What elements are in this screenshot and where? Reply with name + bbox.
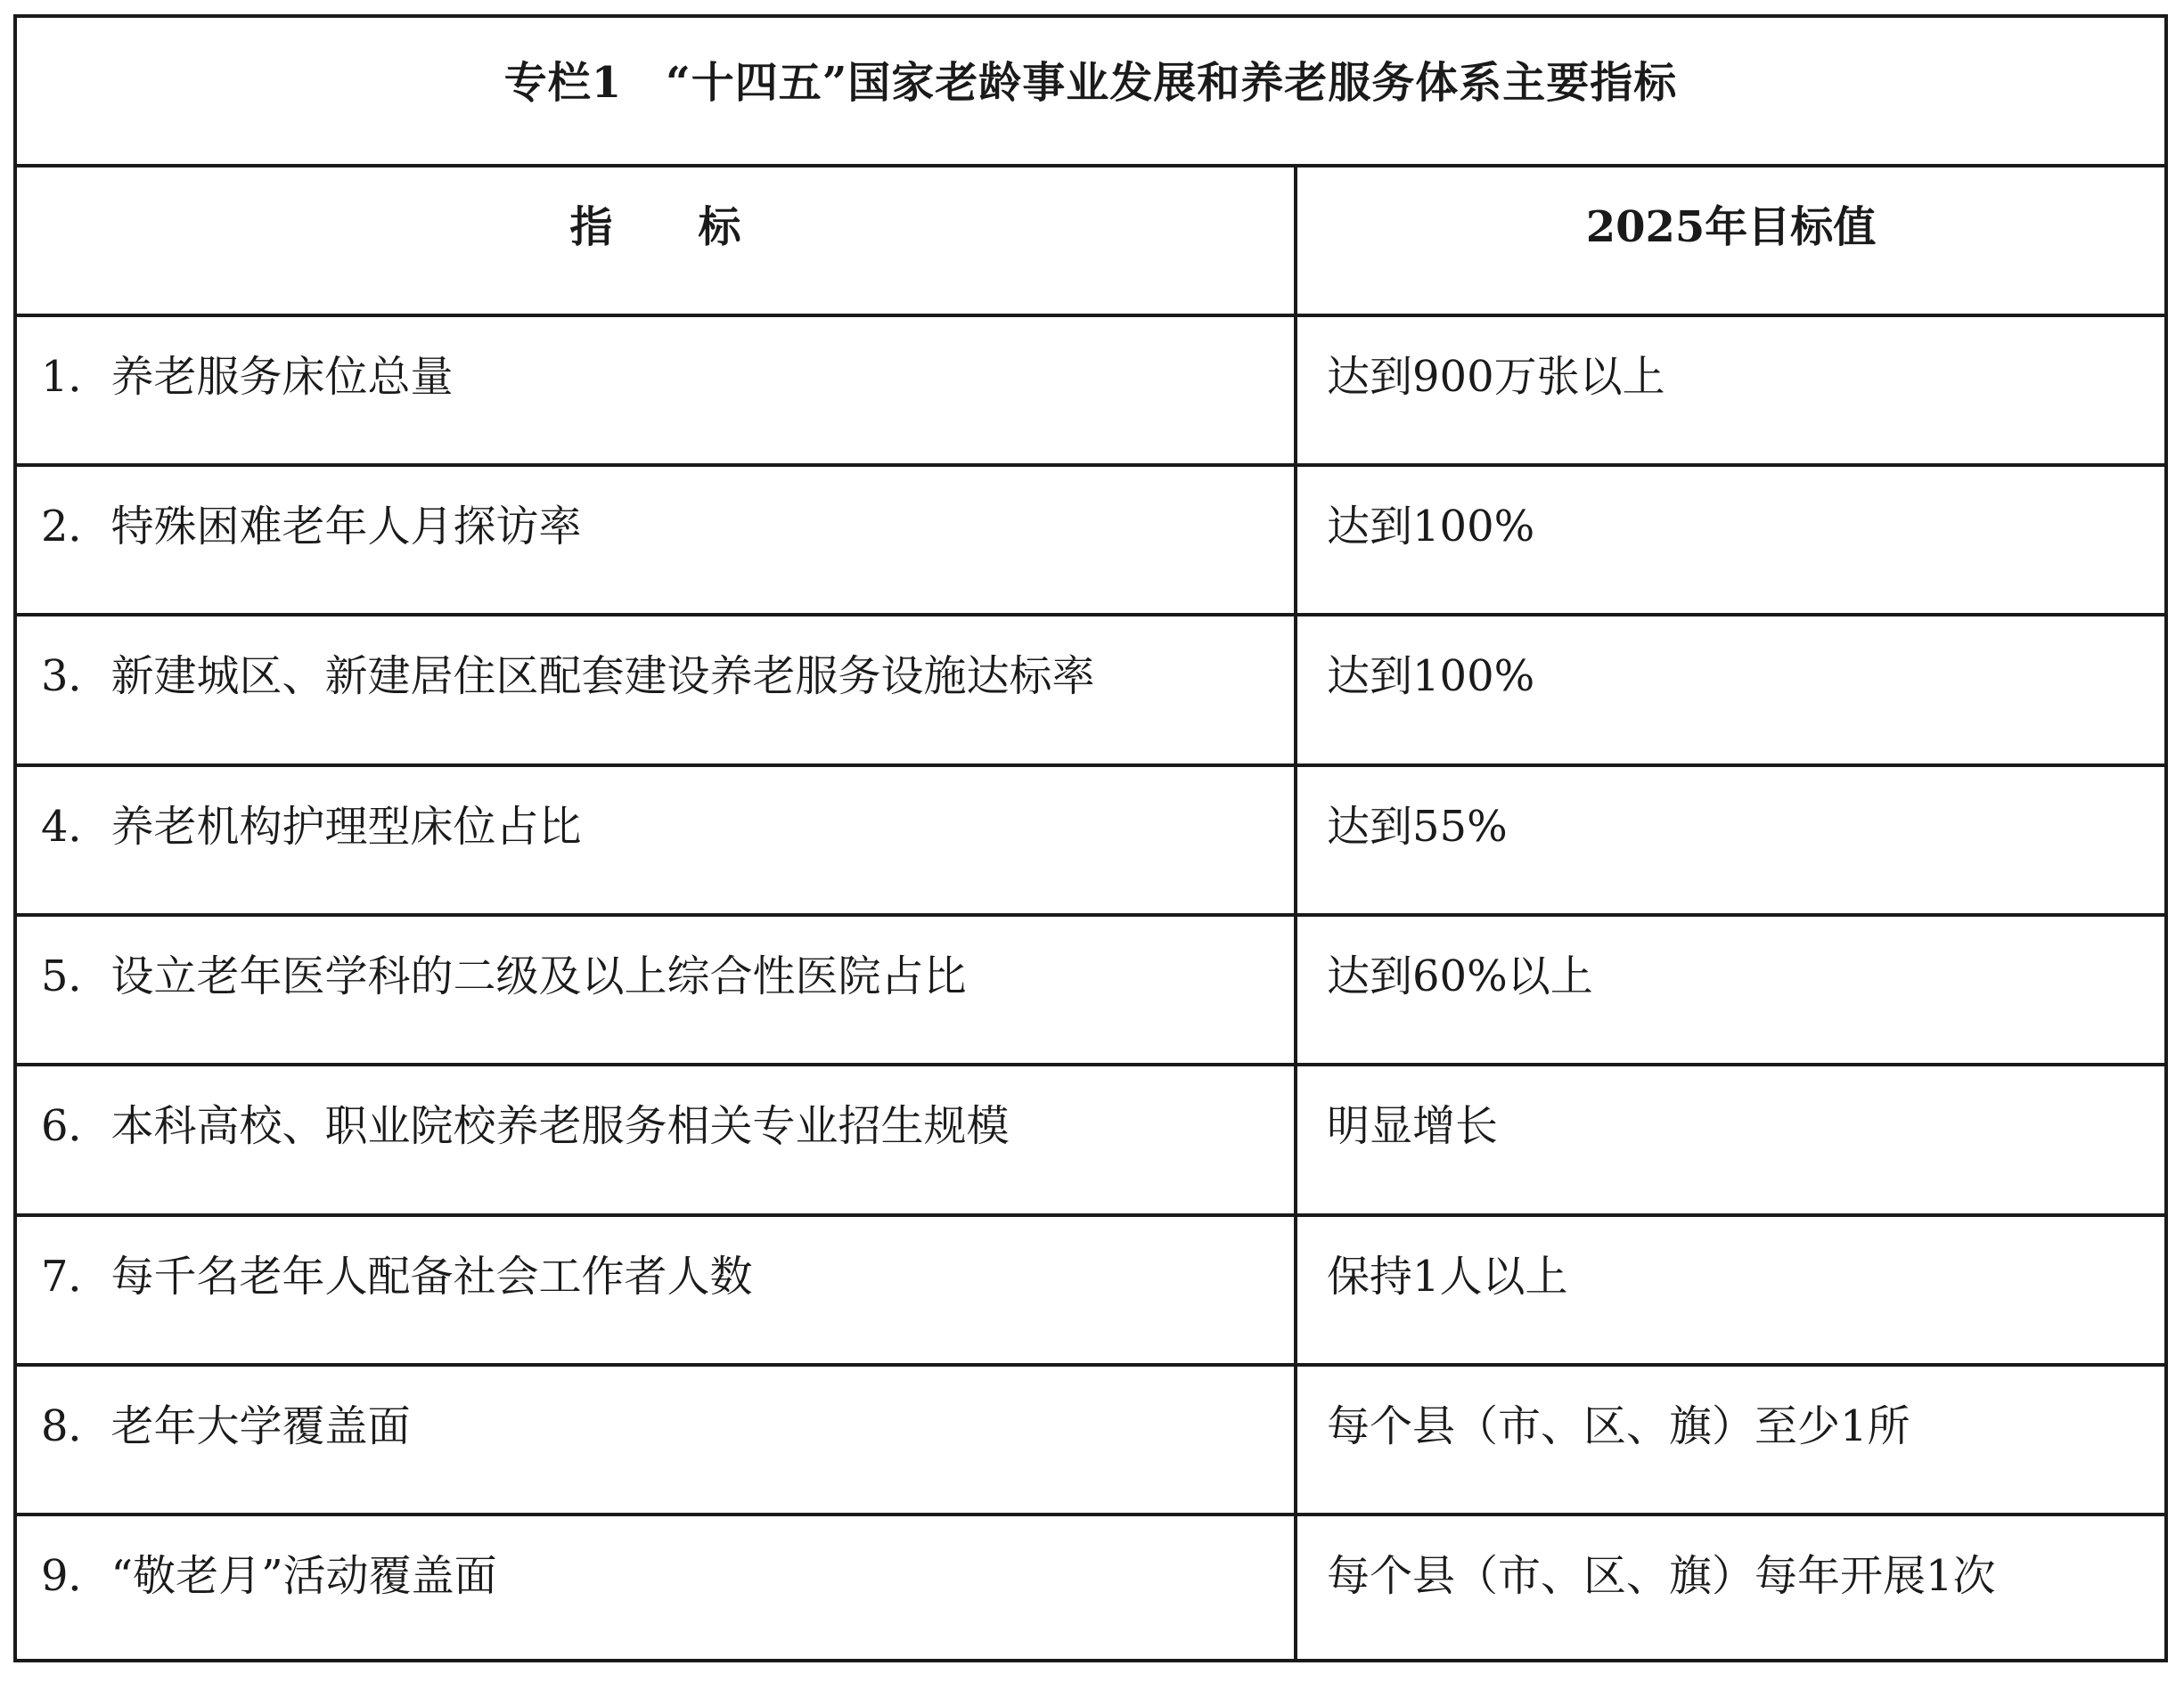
table-row [17, 917, 2164, 1066]
indicator-text: 5．设立老年医学科的二级及以上综合性医院占比 [41, 951, 967, 1001]
target-text: 达到55% [1327, 802, 1508, 852]
indicator-cell [17, 1217, 1297, 1363]
target-cell [1297, 917, 2164, 1063]
indicator-text: 4．养老机构护理型床位占比 [41, 802, 582, 852]
table-title: 专栏1 “十四五”国家老龄事业发展和养老服务体系主要指标 [503, 58, 1678, 108]
target-text: 每个县（市、区、旗）每年开展1次 [1327, 1551, 1996, 1601]
table-row [17, 1217, 2164, 1367]
indicator-text: 7．每千名老年人配备社会工作者人数 [41, 1252, 753, 1302]
indicator-text: 8．老年大学覆盖面 [41, 1401, 411, 1451]
indicator-cell [17, 616, 1297, 763]
target-text: 达到900万张以上 [1327, 352, 1665, 402]
target-text: 每个县（市、区、旗）至少1所 [1327, 1401, 1910, 1451]
target-text: 明显增长 [1327, 1101, 1499, 1151]
table-row [17, 1367, 2164, 1516]
indicator-text: 2．特殊困难老年人月探访率 [41, 502, 582, 551]
target-cell [1297, 1367, 2164, 1513]
header-cell-target [1297, 167, 2164, 314]
indicator-text: 9．“敬老月”活动覆盖面 [41, 1551, 497, 1601]
indicator-cell [17, 1516, 1297, 1659]
indicator-text: 1．养老服务床位总量 [41, 352, 454, 402]
header-cell-indicator [17, 167, 1297, 314]
table-title-row [17, 18, 2164, 167]
target-text: 达到100% [1327, 651, 1535, 701]
header-target-label: 2025年目标值 [1585, 202, 1877, 252]
indicator-text: 3．新建城区、新建居住区配套建设养老服务设施达标率 [41, 651, 1095, 701]
table-row [17, 1066, 2164, 1217]
indicator-cell [17, 917, 1297, 1063]
header-indicator-label: 指 标 [569, 202, 741, 252]
table-header-row [17, 167, 2164, 317]
table-row [17, 1516, 2164, 1659]
table-row [17, 767, 2164, 917]
table-row [17, 616, 2164, 767]
target-cell [1297, 1066, 2164, 1213]
target-cell [1297, 317, 2164, 463]
indicator-table [13, 14, 2168, 1662]
indicator-cell [17, 1367, 1297, 1513]
target-text: 保持1人以上 [1327, 1252, 1568, 1302]
indicator-cell [17, 767, 1297, 913]
target-cell [1297, 1217, 2164, 1363]
indicator-cell [17, 467, 1297, 613]
target-cell [1297, 1516, 2164, 1659]
table-row [17, 317, 2164, 467]
indicator-cell [17, 1066, 1297, 1213]
indicator-cell [17, 317, 1297, 463]
target-cell [1297, 616, 2164, 763]
target-text: 达到100% [1327, 502, 1535, 551]
table-row [17, 467, 2164, 616]
target-text: 达到60%以上 [1327, 951, 1593, 1001]
target-cell [1297, 467, 2164, 613]
target-cell [1297, 767, 2164, 913]
indicator-text: 6．本科高校、职业院校养老服务相关专业招生规模 [41, 1101, 1010, 1151]
